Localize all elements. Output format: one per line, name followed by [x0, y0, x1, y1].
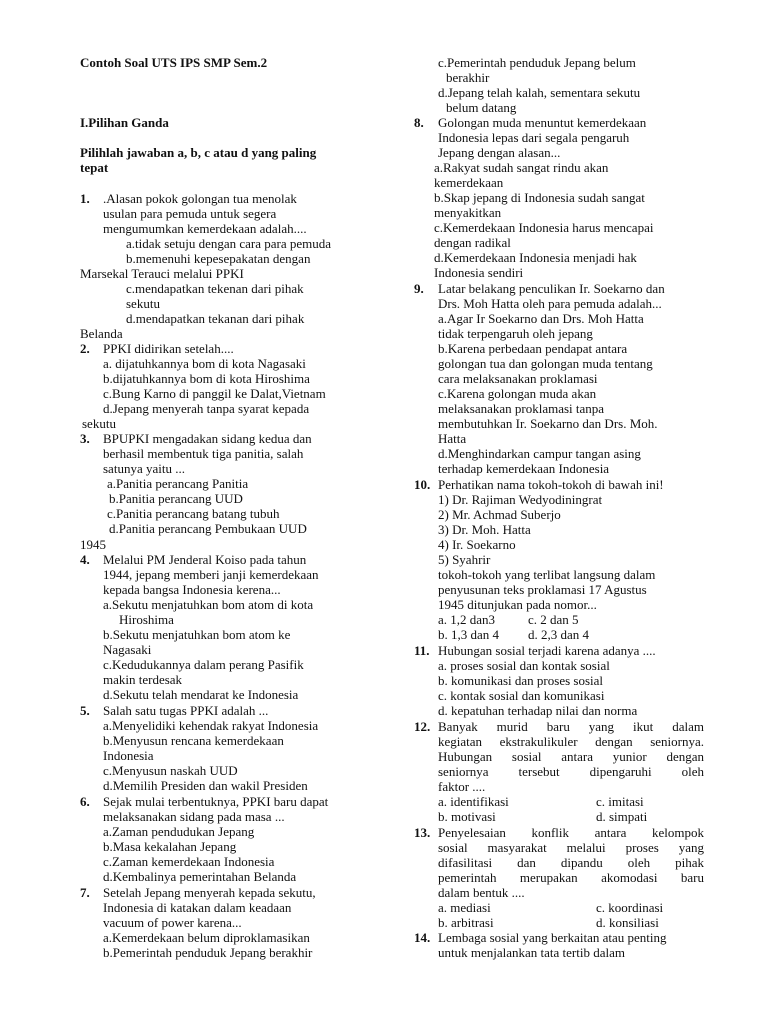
option-a: tidak terpengaruh oleh jepang: [438, 326, 593, 341]
question-text: Latar belakang penculikan Ir. Soekarno dan: [438, 281, 665, 296]
question-number: 4.: [80, 552, 90, 567]
option-b: b.Masa kekalahan Jepang: [103, 839, 237, 854]
option-b: Nagasaki: [103, 642, 152, 657]
option-a: a.Panitia perancang Panitia: [107, 476, 249, 491]
question-number: 9.: [414, 281, 424, 296]
option-c: c.Panitia perancang batang tubuh: [107, 506, 280, 521]
question-number: 6.: [80, 794, 90, 809]
question-text: faktor ....: [438, 779, 486, 794]
list-item: 5) Syahrir: [438, 552, 491, 567]
option-b: b. 1,3 dan 4: [438, 627, 500, 642]
option-b: b. komunikasi dan proses sosial: [438, 673, 604, 688]
question-text: penyusunan teks proklamasi 17 Agustus: [438, 582, 647, 597]
option-d: d. simpati: [596, 809, 648, 824]
question-text: kepada bangsa Indonesia kerena...: [103, 582, 281, 597]
option-d: d.Jepang menyerah tanpa syarat kepada: [103, 401, 310, 416]
option-d: d.Kembalinya pemerintahan Belanda: [103, 869, 297, 884]
option-d: d.Kemerdekaan Indonesia menjadi hak: [434, 250, 637, 265]
question-text: difasilitasi dan dipandu oleh pihak: [438, 855, 704, 870]
option-d: d.Panitia perancang Pembukaan UUD: [109, 521, 307, 536]
list-item: 4) Ir. Soekarno: [438, 537, 516, 552]
option-c: sekutu: [126, 296, 160, 311]
question-number: 10.: [414, 477, 431, 492]
option-d: 1945: [80, 537, 106, 552]
option-c: c.Kedudukannya dalam perang Pasifik: [103, 657, 304, 672]
question-text: Hubungan sosial terjadi karena adanya ....: [438, 643, 656, 658]
option-a: a.Sekutu menjatuhkan bom atom di kota: [103, 597, 314, 612]
option-b: b.Karena perbedaan pendapat antara: [438, 341, 628, 356]
option-d: Indonesia sendiri: [434, 265, 524, 280]
option-c: Hatta: [438, 431, 467, 446]
question-number: 3.: [80, 431, 90, 446]
instruction-line-1: Pilihlah jawaban a, b, c atau d yang paling: [80, 145, 317, 160]
option-d: Belanda: [80, 326, 123, 341]
question-text: Sejak mulai terbentuknya, PPKI baru dapat: [103, 794, 329, 809]
question-text: Golongan muda menuntut kemerdekaan: [438, 115, 647, 130]
option-c: c.Menyusun naskah UUD: [103, 763, 238, 778]
option-a: a.Agar Ir Soekarno dan Drs. Moh Hatta: [438, 311, 644, 326]
option-c: c.Bung Karno di panggil ke Dalat,Vietnam: [103, 386, 326, 401]
question-number: 14.: [414, 930, 431, 945]
option-d: d. kepatuhan terhadap nilai dan norma: [438, 703, 638, 718]
question-text: pemerintah merupakan akomodasi baru: [438, 870, 704, 885]
question-number: 5.: [80, 703, 90, 718]
option-d: d.mendapatkan tekanan dari pihak: [126, 311, 305, 326]
question-text: untuk menjalankan tata tertib dalam: [438, 945, 625, 960]
option-a: a.Zaman pendudukan Jepang: [103, 824, 255, 839]
question-number: 2.: [80, 341, 90, 356]
option-c: c.Pemerintah penduduk Jepang belum: [438, 55, 636, 70]
option-d: sekutu: [82, 416, 116, 431]
option-c: dengan radikal: [434, 235, 511, 250]
option-a: a. identifikasi: [438, 794, 509, 809]
question-number: 12.: [414, 719, 431, 734]
option-a: kemerdekaan: [434, 175, 504, 190]
question-text: Melalui PM Jenderal Koiso pada tahun: [103, 552, 307, 567]
option-c: makin terdesak: [103, 672, 183, 687]
option-a: a. mediasi: [438, 900, 491, 915]
question-text: Perhatikan nama tokoh-tokoh di bawah ini!: [438, 477, 664, 492]
question-text: Jepang dengan alasan...: [438, 145, 561, 160]
option-b: menyakitkan: [434, 205, 502, 220]
question-text: melaksanakan sidang pada masa ...: [103, 809, 285, 824]
option-d: belum datang: [446, 100, 517, 115]
option-a: a.tidak setuju dengan cara para pemuda: [126, 236, 332, 251]
option-b: b.memenuhi kepesepakatan dengan: [126, 251, 311, 266]
option-b: Indonesia: [103, 748, 154, 763]
option-c: c.mendapatkan tekenan dari pihak: [126, 281, 304, 296]
option-b: golongan tua dan golongan muda tentang: [438, 356, 653, 371]
option-c: c. imitasi: [596, 794, 644, 809]
question-number: 11.: [414, 643, 430, 658]
option-a: a. dijatuhkannya bom di kota Nagasaki: [103, 356, 306, 371]
question-text: tokoh-tokoh yang terlibat langsung dalam: [438, 567, 656, 582]
option-b: cara melaksanakan proklamasi: [438, 371, 598, 386]
option-d: d.Memilih Presiden dan wakil Presiden: [103, 778, 308, 793]
option-c: berakhir: [446, 70, 490, 85]
question-text: Setelah Jepang menyerah kepada sekutu,: [103, 885, 316, 900]
question-text: BPUPKI mengadakan sidang kedua dan: [103, 431, 312, 446]
option-a: Hiroshima: [119, 612, 174, 627]
question-number: 7.: [80, 885, 90, 900]
option-c: c.Zaman kemerdekaan Indonesia: [103, 854, 275, 869]
question-text: Drs. Moh Hatta oleh para pemuda adalah...: [438, 296, 662, 311]
option-c: membutuhkan Ir. Soekarno dan Drs. Moh.: [438, 416, 658, 431]
question-text: Banyak murid baru yang ikut dalam: [438, 719, 704, 734]
question-number: 1.: [80, 191, 90, 206]
option-a: a.Rakyat sudah sangat rindu akan: [434, 160, 609, 175]
question-text: Lembaga sosial yang berkaitan atau penting: [438, 930, 667, 945]
question-text: kegiatan ekstrakulikuler dengan seniornya.: [438, 734, 704, 749]
document-title: Contoh Soal UTS IPS SMP Sem.2: [80, 55, 268, 70]
option-c: c.Karena golongan muda akan: [438, 386, 597, 401]
question-text: 1945 ditunjukan pada nomor...: [438, 597, 597, 612]
question-text: sosial masyarakat melalui proses yang: [438, 840, 704, 855]
list-item: 3) Dr. Moh. Hatta: [438, 522, 531, 537]
question-text: vacuum of power karena...: [103, 915, 242, 930]
option-b: b.dijatuhkannya bom di kota Hiroshima: [103, 371, 310, 386]
question-text: .Alasan pokok golongan tua menolak: [103, 191, 297, 206]
option-b: b.Sekutu menjatuhkan bom atom ke: [103, 627, 291, 642]
option-c: melaksanakan proklamasi tanpa: [438, 401, 605, 416]
option-a: a. proses sosial dan kontak sosial: [438, 658, 610, 673]
list-item: 2) Mr. Achmad Suberjo: [438, 507, 561, 522]
question-text: dalam bentuk ....: [438, 885, 525, 900]
list-item: 1) Dr. Rajiman Wedyodiningrat: [438, 492, 603, 507]
option-d: d.Menghindarkan campur tangan asing: [438, 446, 641, 461]
option-b: b. motivasi: [438, 809, 496, 824]
option-b: Marsekal Terauci melalui PPKI: [80, 266, 244, 281]
question-number: 8.: [414, 115, 424, 130]
option-c: c. kontak sosial dan komunikasi: [438, 688, 605, 703]
option-d: d.Sekutu telah mendarat ke Indonesia: [103, 687, 299, 702]
option-d: d. 2,3 dan 4: [528, 627, 590, 642]
option-d: terhadap kemerdekaan Indonesia: [438, 461, 610, 476]
option-c: c. 2 dan 5: [528, 612, 579, 627]
question-text: Indonesia lepas dari segala pengaruh: [438, 130, 630, 145]
option-b: b.Panitia perancang UUD: [109, 491, 243, 506]
question-text: Hubungan sosial antara yunior dengan: [438, 749, 704, 764]
option-c: c. koordinasi: [596, 900, 664, 915]
option-a: a. 1,2 dan3: [438, 612, 496, 627]
question-text: mengumumkan kemerdekaan adalah....: [103, 221, 307, 236]
section-heading: I.Pilihan Ganda: [80, 115, 169, 130]
option-c: c.Kemerdekaan Indonesia harus mencapai: [434, 220, 654, 235]
question-text: Penyelesaian konflik antara kelompok: [438, 825, 704, 840]
question-text: seniornya tersebut dipengaruhi oleh: [438, 764, 704, 779]
option-d: d.Jepang telah kalah, sementara sekutu: [438, 85, 641, 100]
instruction-line-2: tepat: [80, 160, 109, 175]
option-d: d. konsiliasi: [596, 915, 659, 930]
question-text: satunya yaitu ...: [103, 461, 185, 476]
option-b: b. arbitrasi: [438, 915, 494, 930]
option-b: b.Menyusun rencana kemerdekaan: [103, 733, 284, 748]
option-b: b.Pemerintah penduduk Jepang berakhir: [103, 945, 313, 960]
question-text: PPKI didirikan setelah....: [103, 341, 234, 356]
question-text: berhasil membentuk tiga panitia, salah: [103, 446, 304, 461]
question-text: Indonesia di katakan dalam keadaan: [103, 900, 292, 915]
question-text: Salah satu tugas PPKI adalah ...: [103, 703, 269, 718]
option-b: b.Skap jepang di Indonesia sudah sangat: [434, 190, 645, 205]
question-number: 13.: [414, 825, 431, 840]
question-text: 1944, jepang memberi janji kemerdekaan: [103, 567, 319, 582]
question-text: usulan para pemuda untuk segera: [103, 206, 277, 221]
option-a: a.Menyelidiki kehendak rakyat Indonesia: [103, 718, 319, 733]
option-a: a.Kemerdekaan belum diproklamasikan: [103, 930, 310, 945]
